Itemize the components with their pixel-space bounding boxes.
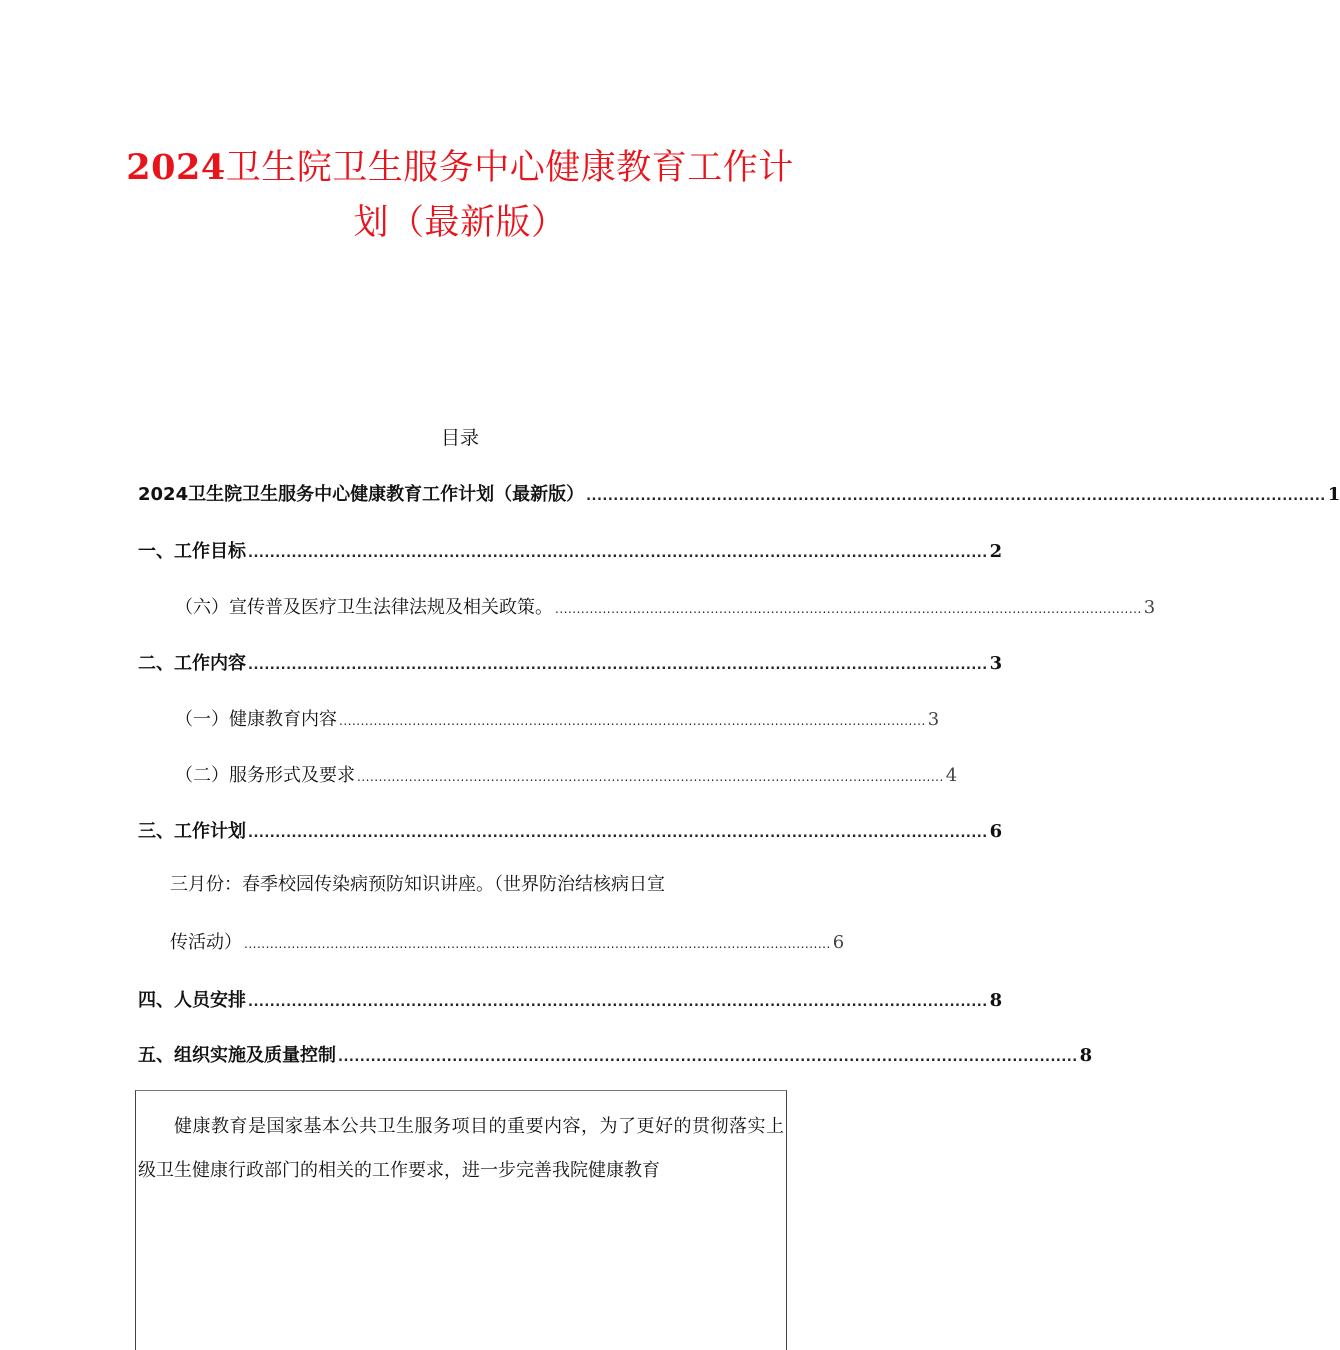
toc-entry-label: 二、工作内容: [138, 653, 246, 674]
toc-entry-label: （二）服务形式及要求: [175, 765, 355, 786]
toc-leader-dots: ........................................................................................................................................: [248, 995, 988, 1010]
toc-entry[interactable]: [175, 763, 958, 790]
toc-entry-page: 3: [1143, 597, 1156, 618]
toc-entry-page: 3: [927, 709, 940, 730]
toc-entry[interactable]: [138, 819, 1003, 847]
title-line-2: 划（最新版）: [353, 203, 567, 243]
toc-entry[interactable]: [175, 707, 940, 734]
toc-entry[interactable]: [138, 482, 1340, 510]
title-year: 2024: [126, 147, 226, 188]
toc-entry-page: 8: [989, 990, 1003, 1011]
toc-leader-dots: ........................................................................................................................................: [248, 826, 988, 841]
title-line-1-text: 卫生院卫生服务中心健康教育工作计: [225, 148, 794, 188]
toc-entry[interactable]: [138, 539, 1003, 567]
toc-entry-label: （一）健康教育内容: [175, 709, 337, 730]
toc-leader-dots: ........................................................................................................................................: [339, 714, 926, 728]
toc-leader-dots: ........................................................................................................................................: [357, 770, 944, 784]
toc-entry-label: （六）宣传普及医疗卫生法律法规及相关政策。: [175, 597, 553, 618]
toc-entry-label: 2024卫生院卫生服务中心健康教育工作计划（最新版）: [138, 484, 585, 505]
toc-leader-dots: ........................................................................................................................................: [244, 937, 831, 951]
toc-entry[interactable]: [138, 651, 1003, 679]
toc-entry-page: 6: [989, 821, 1003, 842]
body-paragraph: 健康教育是国家基本公共卫生服务项目的重要内容，为了更好的贯彻落实上级卫生健康行政部门的相关的工作要求，进一步完善我院健康教育: [138, 1116, 784, 1181]
toc-heading: 目录: [440, 427, 479, 449]
toc-entry-label: 三、工作计划: [138, 821, 246, 842]
title-line-1: [60, 140, 860, 196]
toc-leader-dots: ........................................................................................................................................: [338, 1050, 1078, 1065]
toc-entry-page: 4: [945, 765, 958, 786]
toc-entry-page: 3: [989, 653, 1003, 674]
toc-leader-dots: ........................................................................................................................................: [248, 658, 988, 673]
toc-leader-dots: ........................................................................................................................................: [555, 602, 1142, 616]
document-title: [60, 140, 860, 251]
toc-entry[interactable]: [170, 930, 845, 957]
toc-entry-label: 四、人员安排: [138, 990, 246, 1011]
toc-entry-page: 1: [1327, 484, 1340, 505]
toc-entry-label: 一、工作目标: [138, 541, 246, 562]
toc-entry-wrapped-line1[interactable]: 三月份：春季校园传染病预防知识讲座。（世界防治结核病日宣: [170, 874, 665, 895]
toc-entry[interactable]: [138, 988, 1003, 1016]
toc-leader-dots: ........................................................................................................................................: [248, 546, 988, 561]
toc-entry-page: 6: [832, 932, 845, 953]
body-text-box: [135, 1090, 787, 1350]
toc-entry[interactable]: [138, 1043, 1093, 1071]
toc-entry[interactable]: [175, 595, 1156, 622]
toc-entry-label: 五、组织实施及质量控制: [138, 1045, 336, 1066]
toc-entry-page: 8: [1079, 1045, 1093, 1066]
toc-leader-dots: ........................................................................................................................................: [586, 489, 1326, 504]
toc-entry-label: 传活动）: [170, 932, 242, 953]
toc-entry-page: 2: [989, 541, 1003, 562]
